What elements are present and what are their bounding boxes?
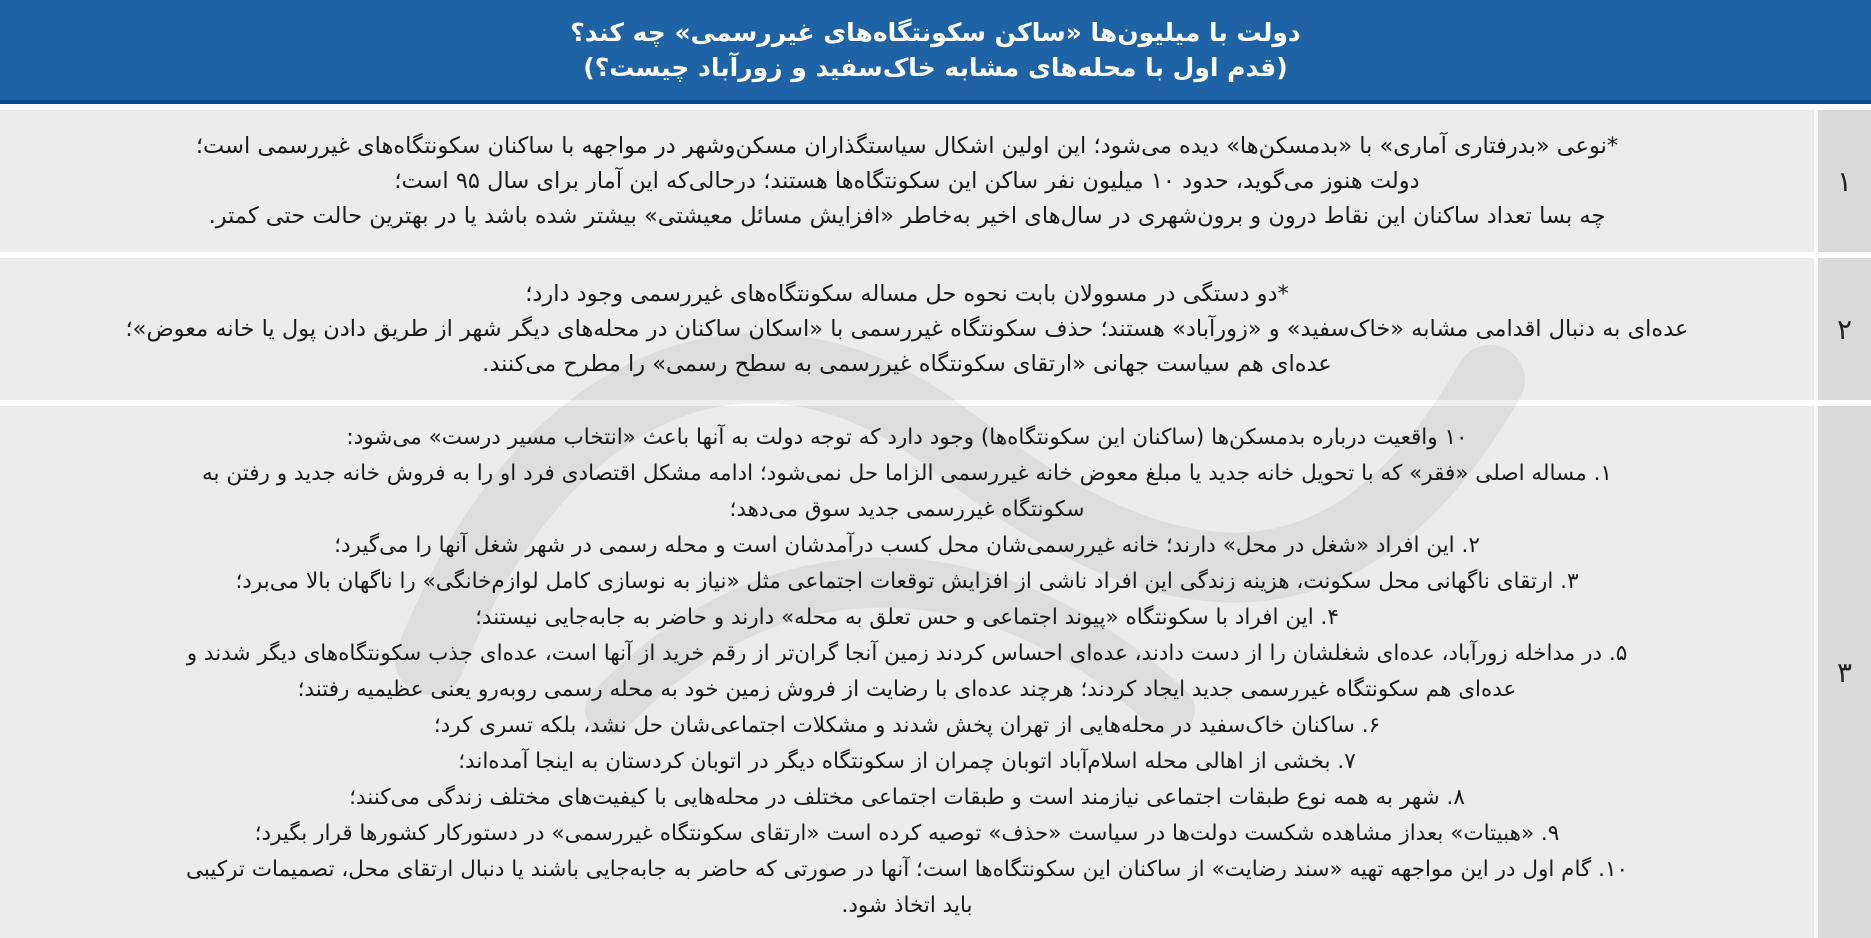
text-line: *دو دستگی در مسوولان بابت نحوه حل مساله سکونتگاه‌های غیررسمی وجود دارد؛	[525, 280, 1289, 307]
list-item: ۱. مساله اصلی «فقر» که با تحویل خانه جدید یا مبلغ معوض خانه غیررسمی الزاما حل نمی‌شود؛ ادامه مشکل اقتصادی فرد او را به فروش خانه جدید و رفتن به	[202, 461, 1612, 486]
list-item: ۴. این افراد با سکونتگاه «پیوند اجتماعی و حس تعلق به محله» دارند و حاضر به جابه‌جایی نیستند؛	[475, 605, 1339, 630]
row-number: ۳	[1814, 406, 1871, 938]
title-line-1: دولت با میلیون‌ها «ساکن سکونتگاه‌های غیررسمی» چه کند؟	[570, 18, 1301, 47]
text-line: ۱۰ واقعیت درباره بدمسکن‌ها (ساکنان این سکونتگاه‌ها) وجود دارد که توجه دولت به آنها باعث «انتخاب مسیر درست» می‌شود:	[346, 425, 1468, 450]
list-item: ۳. ارتقای ناگهانی محل سکونت، هزینه زندگی این افراد ناشی از افزایش توقعات اجتماعی مثل «نیاز به نوسازی کامل لوازم‌خانگی» را ناگهان بالا می‌برد؛	[235, 569, 1579, 594]
list-item-continuation: سکونتگاه غیررسمی جدید سوق می‌دهد؛	[729, 497, 1085, 522]
text-line: عده‌ای هم سیاست جهانی «ارتقای سکونتگاه غیررسمی به سطح رسمی» را مطرح می‌کنند.	[482, 350, 1332, 377]
text-line: *نوعی «بدرفتاری آماری» با «بدمسکن‌ها» دیده می‌شود؛ این اولین اشکال سیاستگذاران مسکن‌وشهر در مواجهه با ساکنان سکونتگاه‌های غیررسمی است؛	[195, 132, 1619, 159]
text-line: دولت هنوز می‌گوید، حدود ۱۰ میلیون نفر ساکن این سکونتگاه‌ها هستند؛ درحالی‌که این آمار برای سال ۹۵ است؛	[394, 167, 1420, 194]
list-item: ۹. «هبیتات» بعداز مشاهده شکست دولت‌ها در سیاست «حذف» توصیه کرده است «ارتقای سکونتگاه غیررسمی» در دستورکار کشورها قرار بگیرد؛	[254, 821, 1560, 846]
row-text	[0, 406, 1814, 938]
list-item-continuation: عده‌ای هم سکونتگاه غیررسمی جدید ایجاد کردند؛ هرچند عده‌ای با رضایت از فروش زمین خود به محله رسمی روبه‌رو یعنی عظیمیه رفتند؛	[297, 677, 1517, 702]
row-number: ۲	[1814, 258, 1871, 400]
list-item: ۸. شهر به همه نوع طبقات اجتماعی نیازمند است و طبقات اجتماعی مختلف در محله‌هایی با کیفیت‌های مختلف زندگی می‌کنند؛	[349, 785, 1465, 810]
list-item: ۱۰. گام اول در این مواجهه تهیه «سند رضایت» از ساکنان این سکونتگاه‌ها است؛ آنها در صورتی که حاضر به جابه‌جایی باشند یا دنبال ارتقای محل، تصمیمات ترکیبی	[185, 857, 1629, 882]
table-header	[0, 0, 1871, 104]
text-line: عده‌ای به دنبال اقدامی مشابه «خاک‌سفید» و «زورآباد» هستند؛ حذف سکونتگاه غیررسمی با «اسکان ساکنان در محله‌های دیگر شهر از طریق دادن پول یا خانه معوض»؛	[125, 315, 1689, 342]
row-text	[0, 110, 1814, 252]
list-item-continuation: باید اتخاذ شود.	[841, 893, 973, 918]
table-row-2	[0, 258, 1871, 400]
row-number: ۱	[1814, 110, 1871, 252]
text-line: چه بسا تعداد ساکنان این نقاط درون و برون‌شهری در سال‌های اخیر به‌خاطر «افزایش مسائل معیشتی» بیشتر شده باشد یا در بهترین حالت حتی کمتر.	[208, 202, 1606, 229]
list-item: ۷. بخشی از اهالی محله اسلام‌آباد اتوبان چمران از سکونتگاه دیگر در اتوبان کردستان به اینجا آمده‌اند؛	[458, 749, 1356, 774]
list-item: ۲. این افراد «شغل در محل» دارند؛ خانه غیررسمی‌شان محل کسب درآمدشان است و محله رسمی در شهر شغل آنها را می‌گیرد؛	[334, 533, 1480, 558]
row-text	[0, 258, 1814, 400]
table-row-3	[0, 406, 1871, 938]
list-item: ۶. ساکنان خاک‌سفید در محله‌هایی از تهران پخش شدند و مشکلات اجتماعی‌شان حل نشد، بلکه تسری کرد؛	[433, 713, 1381, 738]
title-line-2: (قدم اول با محله‌های مشابه خاک‌سفید و زورآباد چیست؟)	[583, 53, 1288, 82]
list-item: ۵. در مداخله زورآباد، عده‌ای شغلشان را از دست دادند، عده‌ای احساس کردند زمین آنجا گران‌تر از رقم خرید از آنها است، عده‌ای جذب سکونتگاه‌های دیگر شدند و	[186, 641, 1628, 666]
table-row-1	[0, 110, 1871, 252]
